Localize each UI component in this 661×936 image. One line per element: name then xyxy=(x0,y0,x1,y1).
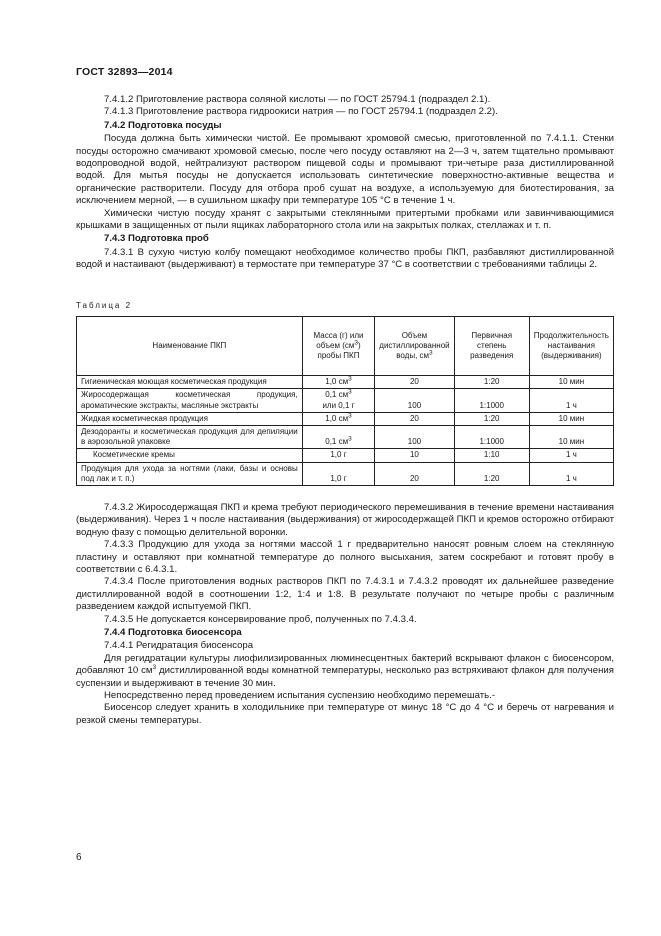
cell-name: Косметические кремы xyxy=(77,449,303,462)
paragraph-7-4-3-4: 7.4.3.4 После приготовления водных растворов ПКП по 7.4.3.1 и 7.4.3.2 проводят их дальнейшее разведение дистиллированной водой в соотношении 1:2, 1:4 и 1:8. В результате получают по четыре пробы с различным разведением каждой испытуемой ПКП. xyxy=(76,576,614,613)
section-heading-7-4-2: 7.4.2 Подготовка посуды xyxy=(104,119,222,131)
cell-duration: 1 ч xyxy=(529,462,613,485)
cell-name: Жидкая косметическая продукция xyxy=(77,412,303,425)
cell-dilution: 1:10 xyxy=(454,449,529,462)
paragraph-7-4-3-5: 7.4.3.5 Не допускается консервирование проб, полученных по 7.4.3.4. xyxy=(104,613,417,625)
cell-water: 100 xyxy=(375,425,454,448)
cell-water: 10 xyxy=(375,449,454,462)
rehydration-sup: 3 xyxy=(152,664,157,672)
cell-mass-value: 0,1 см xyxy=(325,437,349,447)
section-heading-7-4-4: 7.4.4 Подготовка биосенсора xyxy=(104,626,242,638)
cell-mass-alt: или 0,1 г xyxy=(322,400,355,410)
table-row xyxy=(77,412,614,425)
cell-water: 20 xyxy=(375,412,454,425)
cell-name: Гигиеническая моющая косметическая продукция xyxy=(77,376,303,389)
cell-dilution: 1:1000 xyxy=(454,425,529,448)
header-name: Наименование ПКП xyxy=(77,317,303,376)
cell-mass-sup: 3 xyxy=(348,375,352,383)
paragraph-7-4-4-1: 7.4.4.1 Регидратация биосенсора xyxy=(104,640,254,652)
paragraph-7-4-1-2: 7.4.1.2 Приготовление раствора соляной кислоты — по ГОСТ 25794.1 (подраздел 2.1). xyxy=(104,94,491,105)
table-row xyxy=(77,376,614,389)
cell-dilution: 1:20 xyxy=(454,462,529,485)
header-water-text: Объем дистиллированной воды, см xyxy=(379,330,450,361)
header-mass-text-a: Масса (г) или объем (см xyxy=(313,330,364,350)
section-heading-7-4-3: 7.4.3 Подготовка проб xyxy=(104,233,209,245)
cell-mass-value: 1,0 см xyxy=(325,377,349,387)
cell-mass-value: 1,0 см xyxy=(325,413,349,423)
paragraph-dishes-cleaning: Посуда должна быть химически чистой. Ее промывают хромовой смесью, приготовленной по 7.4.1.1. Стенки посуды осторожно смачивают хромовой смесью, после чего посуду оставляют на 2—3 ч, затем тщательно промывают водопроводной водой, нейтрализуют раствором пищевой соды и промывают три-четыре раза дистиллированной водой. Для мытья посуды не допускается использовать синтетические поверхностно-активные вещества и органические растворители. Посуду для отбора проб сушат на воздухе, а используемую для биотестирования, за исключением мерной, — в сушильном шкафу при температуре 105 °С в течение 1 ч. xyxy=(76,133,614,207)
paragraph-7-4-1-3: 7.4.1.3 Приготовление раствора гидроокиси натрия — по ГОСТ 25794.1 (подраздел 2.2). xyxy=(104,106,498,118)
paragraph-storage: Биосенсор следует хранить в холодильнике при температуре от минус 18 °С до 4 °С и беречь от нагревания и резкой смены температуры. xyxy=(76,702,614,726)
cell-water: 20 xyxy=(375,376,454,389)
header-mass-text-b: ) пробы ПКП xyxy=(317,340,361,361)
table-header-row xyxy=(77,317,614,376)
cell-duration: 10 мин xyxy=(529,425,613,448)
cell-name: Продукция для ухода за ногтями (лаки, базы и основы под лак и т. п.) xyxy=(77,462,303,485)
paragraph-rehydration xyxy=(76,653,614,690)
table-row xyxy=(77,449,614,462)
paragraph-7-4-3-2: 7.4.3.2 Жиросодержащая ПКП и крема требуют периодического перемешивания в течение времени настаивания (выдерживания). Через 1 ч после настаивания (выдерживания) от жиросодержащей ПКП и кремов осторожно отбирают водную фазу с помощью делительной воронки. xyxy=(76,501,614,538)
paragraph-dishes-storage: Химически чистую посуду хранят с закрытыми стеклянными притертыми пробками или завинчивающимися крышками в защищенных от пыли ящиках лабораторного стола или на закрытых полках, стеллажах и т. п. xyxy=(76,207,614,232)
table-caption: Таблица 2 xyxy=(76,300,133,310)
cell-water: 20 xyxy=(375,462,454,485)
cell-duration: 1 ч xyxy=(529,389,613,412)
cell-water: 100 xyxy=(375,389,454,412)
table-row xyxy=(77,425,614,448)
cell-mass: 1,0 г xyxy=(302,462,375,485)
header-duration: Продолжительность настаивания (выдерживания) xyxy=(529,317,613,376)
paragraph-mixing: Непосредственно перед проведением испытания суспензию необходимо перемешать.- xyxy=(104,690,496,702)
header-dilution: Первичная степень разведения xyxy=(454,317,529,376)
cell-mass-sup: 3 xyxy=(348,412,352,420)
cell-mass: 1,0 г xyxy=(302,449,375,462)
header-water-volume xyxy=(375,317,454,376)
cell-mass-sup: 3 xyxy=(348,435,352,443)
cell-mass xyxy=(302,425,375,448)
cell-mass xyxy=(302,376,375,389)
cell-mass-value: 0,1 см xyxy=(325,390,349,400)
paragraph-7-4-3-3: 7.4.3.3 Продукцию для ухода за ногтями массой 1 г предварительно наносят ровным слоем на стеклянную пластину и оставляют при комнатной температуре до полного высыхания, затем соскребают и готовят пробу в соответствии с 6.4.3.1. xyxy=(76,539,614,575)
rehydration-text-a: Для регидратации культуры лиофилизированных люминесцентных бактерий вскрывают флакон с биосенсором, добавляют 10 см xyxy=(76,652,614,677)
cell-name: Дезодоранты и косметическая продукция для депиляции в аэрозольной упаковке xyxy=(77,425,303,448)
cell-duration: 10 мин xyxy=(529,376,613,389)
page-number: 6 xyxy=(76,852,82,863)
paragraph-7-4-3-1: 7.4.3.1 В сухую чистую колбу помещают необходимое количество пробы ПКП, разбавляют дистиллированной водой и настаивают (выдерживают) в термостате при температуре 37 °С в соответствии с требованиями таблицы 2. xyxy=(76,246,614,271)
table-row xyxy=(77,389,614,412)
header-mass xyxy=(302,317,375,376)
header-mass-sup: 3 xyxy=(354,339,359,347)
cell-mass-sup: 3 xyxy=(348,388,352,396)
cell-name: Жиросодержащая косметическая продукция, ароматические экстракты, масляные экстракты xyxy=(77,389,303,412)
cell-duration: 10 мин xyxy=(529,412,613,425)
cell-duration: 1 ч xyxy=(529,449,613,462)
cell-dilution: 1:20 xyxy=(454,376,529,389)
cell-dilution: 1:1000 xyxy=(454,389,529,412)
standard-header: ГОСТ 32893—2014 xyxy=(76,66,173,78)
cell-dilution: 1:20 xyxy=(454,412,529,425)
cell-mass xyxy=(302,389,375,412)
table-row xyxy=(77,462,614,485)
cell-mass xyxy=(302,412,375,425)
table-2 xyxy=(76,316,614,486)
header-water-sup: 3 xyxy=(429,349,433,357)
rehydration-text-b: дистиллированной воды комнатной температуры, несколько раз встряхивают флакон для получения суспензии и выдерживают в течение 30 мин. xyxy=(76,665,614,689)
document-body xyxy=(76,94,614,727)
